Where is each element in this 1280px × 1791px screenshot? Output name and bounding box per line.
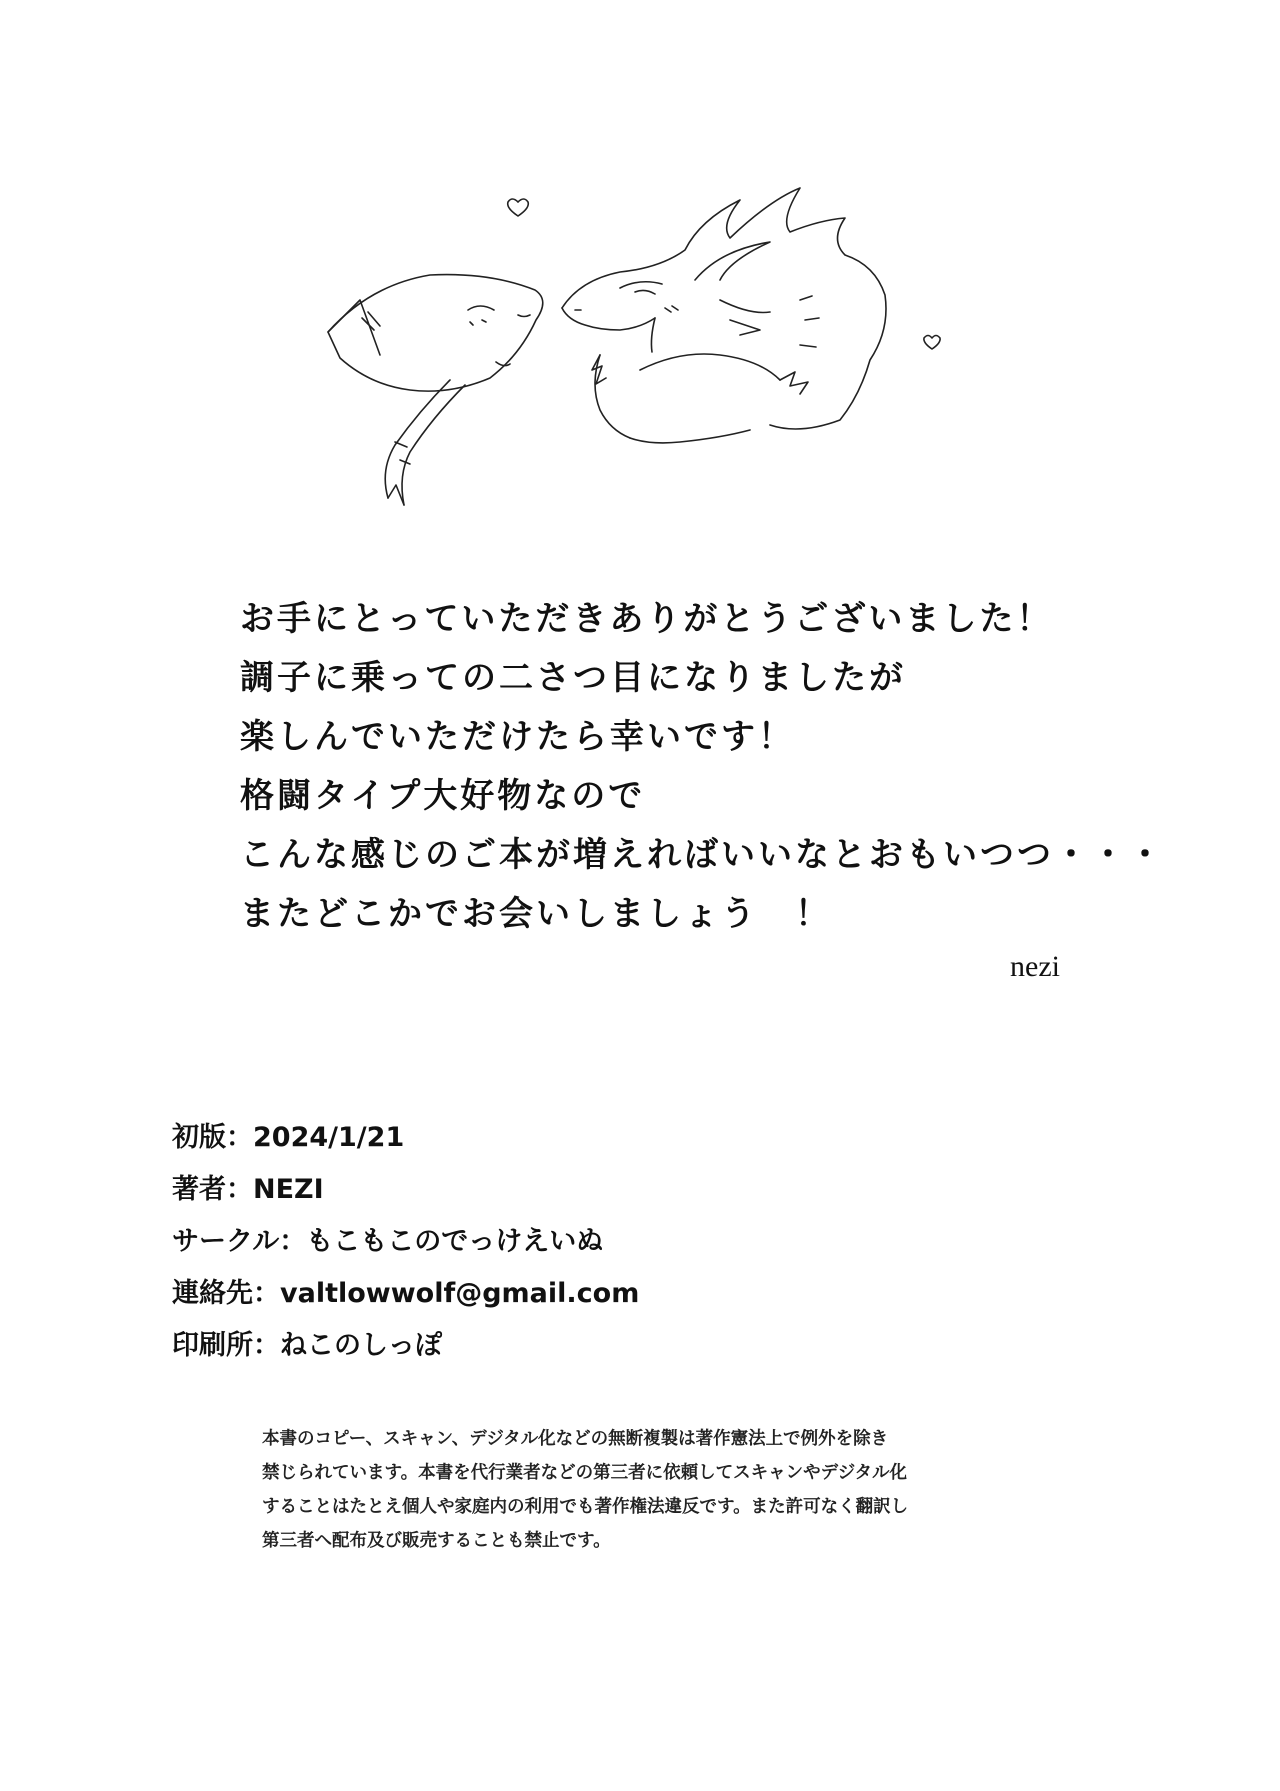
afterword-line: 楽しんでいただけたら幸いです！ — [240, 717, 795, 757]
afterword-line: 調子に乗っての二さつ目になりましたが — [240, 658, 906, 698]
copyright-notice — [262, 1422, 1062, 1558]
heart-icon — [924, 336, 940, 350]
circle-name: サークル：もこもこのでっけえいぬ — [172, 1226, 604, 1257]
afterword-line: 格闘タイプ大好物なので — [240, 776, 646, 816]
heart-icon — [508, 199, 529, 216]
creatures-sketch-illustration — [300, 180, 1120, 520]
colophon — [172, 1112, 639, 1372]
author-name: 著者：NEZI — [172, 1174, 324, 1205]
afterword-message — [240, 590, 1165, 944]
notice-line: することはたとえ個人や家庭内の利用でも著作権法違反です。また許可なく翻訳し — [262, 1497, 909, 1517]
author-signature: nezi — [1010, 950, 1060, 983]
first-edition-date: 初版：2024/1/21 — [172, 1122, 405, 1153]
right-creature-drawing — [562, 188, 886, 443]
left-creature-drawing — [328, 275, 543, 505]
notice-line: 本書のコピー、スキャン、デジタル化などの無断複製は著作憲法上で例外を除き — [262, 1429, 889, 1449]
contact-email: 連絡先：valtlowwolf@gmail.com — [172, 1278, 640, 1309]
notice-line: 禁じられています。本書を代行業者などの第三者に依頼してスキャンやデジタル化 — [262, 1463, 908, 1483]
afterword-line: またどこかでお会いしましょう ！ — [240, 894, 832, 934]
afterword-line: お手にとっていただきありがとうございました！ — [240, 599, 1054, 639]
printer-name: 印刷所：ねこのしっぽ — [172, 1330, 442, 1361]
notice-line: 第三者へ配布及び販売することも禁止です。 — [262, 1531, 611, 1551]
afterword-line: こんな感じのご本が増えればいいなとおもいつつ・・・ — [240, 835, 1165, 875]
